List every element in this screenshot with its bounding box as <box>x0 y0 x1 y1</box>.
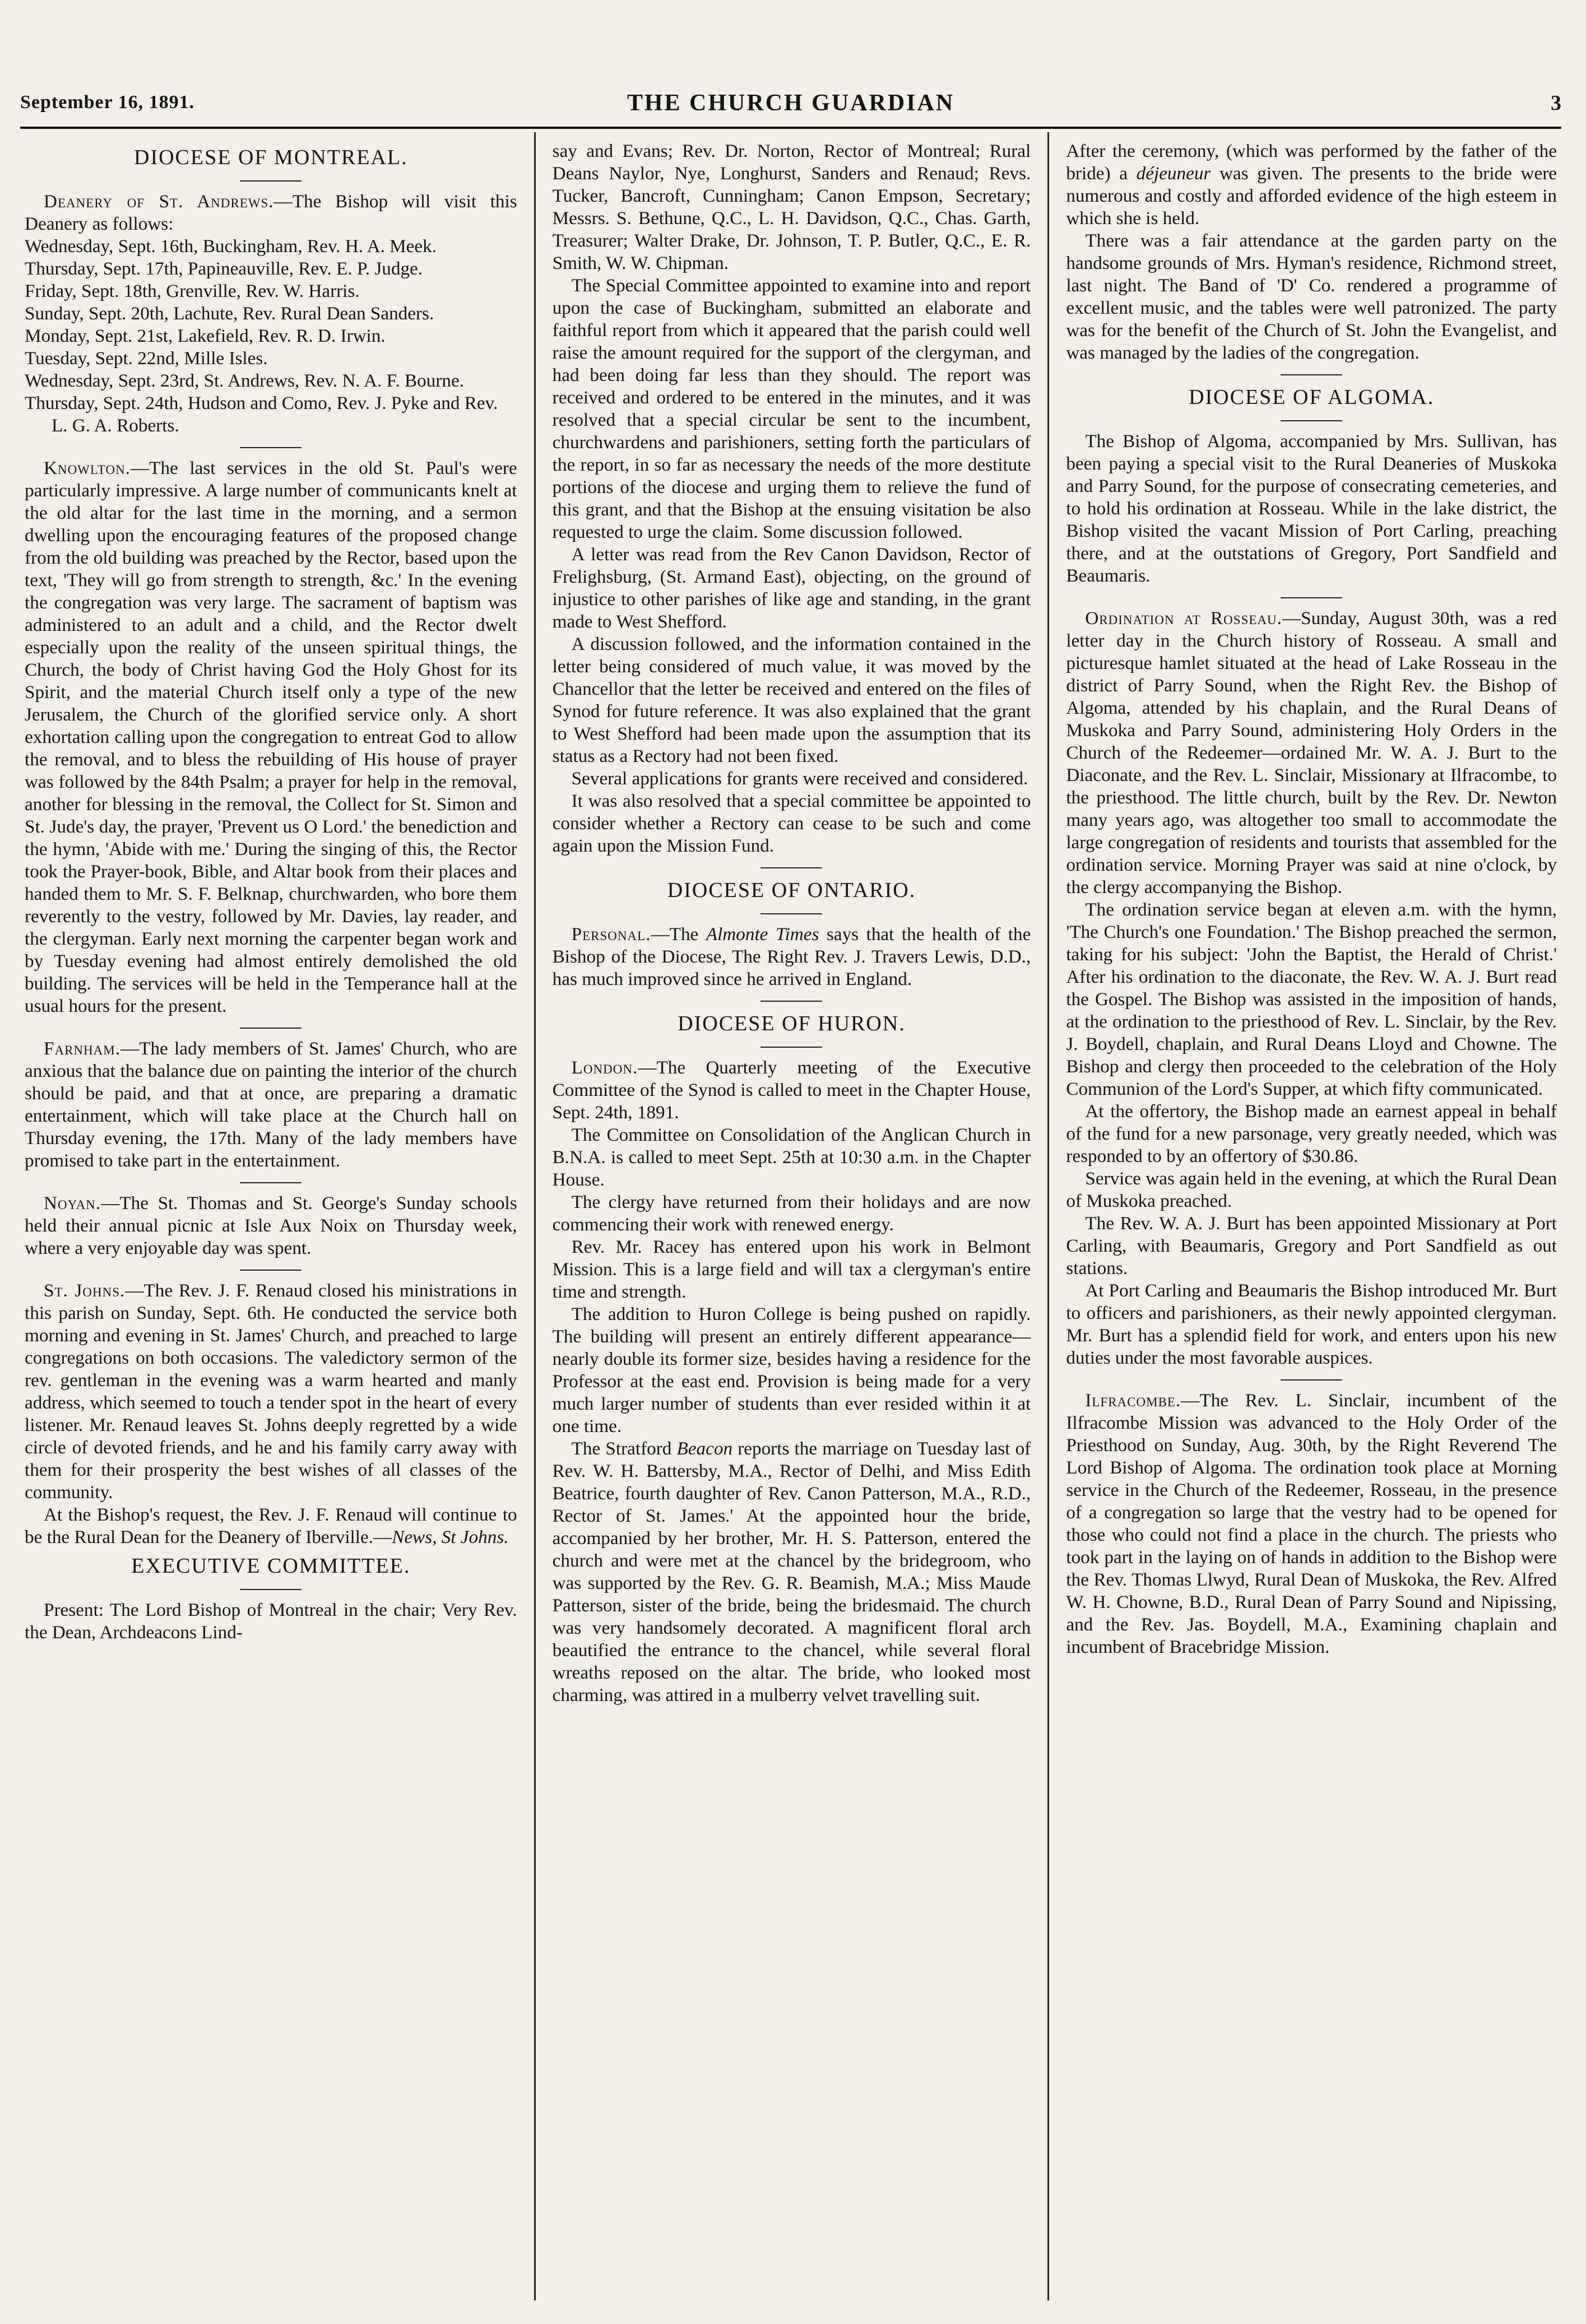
paragraph-racey: Rev. Mr. Racey has entered upon his work in Belmont Mission. This is a large field and will tax a clergyman's entire time and strength. <box>552 1237 1031 1302</box>
paragraph-ordination-service: The ordination service began at eleven a.m. with the hymn, 'The Church's one Foundation.' The Bishop preached the sermon, taking for his subject: 'John the Baptist, the Herald of Christ.' After his ordination to the diaconate, the Rev. W. A. J. Burt read the Gospel. The Bishop was assisted in the imposition of hands, at the ordination to the priesthood of Rev. L. Sinclair, by the Rev. J. Boydell, chaplain, and Rural Deans Lloyd and Chowne. The Bishop and clergy then proceeded to the celebration of the Holy Communion of the Lord's Supper, at which fifty communicated. <box>1066 899 1557 1099</box>
paragraph-stratford <box>553 1438 1031 1707</box>
paragraph-resolved: It was also resolved that a special committee be appointed to consider whether a Rectory can cease to be such and come again upon the Mission Fund. <box>552 791 1031 856</box>
separator <box>760 1047 822 1048</box>
separator <box>1281 420 1342 421</box>
ordination-text: —Sunday, August 30th, was a red letter day in the Church history of Rosseau. A small and picturesque hamlet situated at the head of Lake Rosseau in the district of Parry Sound, when the Right Rev. the Bishop of Algoma, attended by his chaplain, and the Rural Deans of Muskoka and Parry Sound, administering Holy Orders in the Church of the Redeemer—ordained Mr. W. A. J. Burt to the Diaconate, and the Rev. L. Sinclair, Missionary at Ilfracombe, to the priesthood. The little church, built by the Rev. Dr. Newton many years ago, was altogether too small to accommodate the large congregation of residents and tourists that assembled for the ordination service. Morning Prayer was said at nine o'clock, by the clergy accompanying the Bishop. <box>1066 608 1557 898</box>
schedule-item: Friday, Sept. 18th, Grenville, Rev. W. Harris. <box>25 281 360 301</box>
heading-executive-committee: EXECUTIVE COMMITTEE. <box>131 1554 411 1578</box>
paragraph-london <box>553 1057 1031 1124</box>
paragraph-st-johns-2 <box>25 1504 517 1549</box>
italic-word: déjeuneur <box>1136 163 1211 184</box>
paragraph-personal <box>553 923 1031 991</box>
wedding-pre: After the ceremony, (which was performed by the father of the bride) a <box>1066 141 1557 184</box>
st-johns-text: —The Rev. J. F. Renaud closed his ministrations in this parish on Sunday, Sept. 6th. He conducted the service both morning and evening in St. James' Church, and preached to large congregations on both occasions. The valedictory sermon of the rev. gentleman in the evening was a warm hearted and manly address, which seemed to touch a tender spot in the heart of every listener. Mr. Renaud leaves St. Johns deeply regretted by a wide circle of devoted friends, and he and his family carry away with them for their prosperity the best wishes of all classes of the community. <box>25 1280 517 1503</box>
schedule-item: Thursday, Sept. 17th, Papineauville, Rev. E. P. Judge. <box>25 258 423 279</box>
masthead-rule <box>20 127 1561 129</box>
separator <box>240 180 302 182</box>
paragraph-port-carling: At Port Carling and Beaumaris the Bishop introduced Mr. Burt to officers and parishioners, as their newly appointed clergyman. Mr. Burt has a splendid field for work, and enters upon his new duties under the most favorable auspices. <box>1066 1280 1557 1368</box>
publication-name: Beacon <box>676 1438 733 1459</box>
st-johns-text-2: At the Bishop's request, the Rev. J. F. Renaud will continue to be the Rural Dean for the Deanery of Iberville.— <box>25 1504 517 1547</box>
paragraph-wedding-cont <box>1066 140 1557 230</box>
separator <box>240 1589 302 1590</box>
lead-farnham: Farnham. <box>44 1038 120 1059</box>
paragraph-applications: Several applications for grants were received and considered. <box>571 768 1028 789</box>
paragraph-knowlton <box>25 457 517 1017</box>
schedule-item: Tuesday, Sept. 22nd, Mille Isles. <box>25 348 268 369</box>
lead-deanery: Deanery of St. Andrews. <box>44 191 274 212</box>
noyan-text: —The St. Thomas and St. George's Sunday schools held their annual picnic at Isle Aux Noix on Thursday week, where a very enjoyable day was spent. <box>25 1193 517 1258</box>
lead-noyan: Noyan. <box>44 1193 101 1214</box>
paragraph-deanery <box>25 190 517 235</box>
stratford-pre: The Stratford <box>571 1438 677 1459</box>
paragraph-special-committee: The Special Committee appointed to examine into and report upon the case of Buckingham, submitted an elaborate and faithful report from which it appeared that the parish could well raise the amount required for the support of the clergyman, and had been doing far less than they should. The report was received and ordered to be entered in the minutes, and it was resolved that a special circular be sent to the incumbent, churchwardens and parishioners, setting forth the particulars of the report, in so far as necessary the needs of the more destitute portions of the diocese and urging them to relieve the fund of this grant, and that the Bishop at the ensuing visitation be also requested to urge the claim. Some discussion followed. <box>552 275 1031 542</box>
separator <box>1281 1379 1342 1381</box>
separator <box>1281 374 1342 375</box>
paragraph-offertory: At the offertory, the Bishop made an earnest appeal in behalf of the fund for a new parsonage, very greatly needed, which was responded to by an offertory of $30.86. <box>1066 1101 1557 1166</box>
paragraph-ordination <box>1066 607 1557 899</box>
stratford-post: reports the marriage on Tuesday last of Rev. W. H. Battersby, M.A., Rector of Delhi, and Miss Edith Beatrice, fourth daughter of Rev. Canon Patterson, M.A., R.D., Rector of St. James.' At the appointed hour the bride, accompanied by her brother, Mr. H. S. Patterson, entered the church and were met at the chancel by the bridegroom, who was supported by the Rev. G. R. Beamish, M.A.; Miss Maude Patterson, sister of the bride, being the bridesmaid. The church was very handsomely decorated. A magnificent floral arch beautified the entrance to the chancel, while several floral wreaths reposed on the altar. The bride, who looked most charming, was attired in a mulberry velvet travelling suit. <box>552 1438 1031 1705</box>
wedding-post: was given. The presents to the bride were numerous and costly and afforded evidence of the high esteem in which she is held. <box>1066 163 1557 229</box>
article-columns <box>20 132 1561 2300</box>
separator <box>760 867 822 868</box>
lead-st-johns: St. Johns. <box>44 1280 126 1301</box>
separator <box>760 913 822 914</box>
paragraph-letter: A letter was read from the Rev Canon Davidson, Rector of Frelighsburg, (St. Armand East), objecting, on the ground of injustice to other parishes of like age and standing, in the grant made to West Shefford. <box>552 544 1031 632</box>
schedule-item: Wednesday, Sept. 16th, Buckingham, Rev. H. A. Meek. <box>25 236 437 257</box>
paragraph-st-johns <box>25 1280 517 1504</box>
paragraph-discussion: A discussion followed, and the information contained in the letter being considered of much value, it was moved by the Chancellor that the letter be received and entered on the files of Synod for future reference. It was also explained that the grant to West Shefford had been made upon the assumption that its status as a Rectory had not been fixed. <box>552 634 1031 766</box>
page-number: 3 <box>1551 91 1561 115</box>
paragraph-consolidation: The Committee on Consolidation of the Anglican Church in B.N.A. is called to meet Sept. 25th at 10:30 a.m. in the Chapter House. <box>552 1124 1031 1190</box>
masthead <box>20 85 1561 120</box>
deanery-intro: —The Bishop will visit this Deanery as follows: <box>25 191 517 234</box>
schedule-item: Sunday, Sept. 20th, Lachute, Rev. Rural Dean Sanders. <box>25 303 434 324</box>
personal-pre: —The <box>651 924 706 945</box>
paragraph-algoma-intro: The Bishop of Algoma, accompanied by Mrs. Sullivan, has been paying a special visit to the Rural Deaneries of Muskoka and Parry Sound, for the purpose of consecrating cemeteries, and to hold his ordination at Rosseau. While in the lake district, the Bishop visited the vacant Mission of Port Carling, preaching there, and at the outstations of Gregory, Port Sandfield and Beaumaris. <box>1066 431 1557 586</box>
personal-post: says that the health of the Bishop of the Diocese, The Right Rev. J. Travers Lewis, D.D., has much improved since he arrived in England. <box>552 924 1031 989</box>
knowlton-text: —The last services in the old St. Paul's were particularly impressive. A large number of communicants knelt at the old altar for the last time in the morning, and a sermon dwelling upon the encouraging features of the proposed change from the old building was preached by the Rector, based upon the text, 'They will go from strength to strength, &c.' In the evening the congregation was very large. The sacrament of baptism was administered to an adult and a child, and the Rector dwelt especially upon the reality of the unseen spiritual things, the Church, the body of Christ having God the Holy Ghost for its Spirit, and the material Church itself only a type of the new Jerusalem, the Church of the glorified service only. A short exhortation calling upon the congregation to entreat God to allow the removal, and to bless the rebuilding of His house of prayer was followed by the 84th Psalm; a prayer for help in the removal, another for blessing in the removal, the Collect for St. Simon and St. Jude's day, the prayer, 'Prevent us O Lord.' the benediction and the hymn, 'Abide with me.' During the singing of this, the Rector took the Prayer-book, Bible, and Altar book from their places and handed them to Mr. S. F. Belknap, churchwarden, who bore them reverently to the vestry, followed by Mr. Davies, lay reader, and the clergyman. Early next morning the carpenter began work and by Tuesday evening had almost entirely demolished the old building. The services will be held in the Temperance hall at the usual hours for the present. <box>25 458 517 1016</box>
separator <box>240 1028 302 1029</box>
separator <box>240 1270 302 1271</box>
paragraph-college: The addition to Huron College is being pushed on rapidly. The building will present an entirely different appearance—nearly double its former size, besides having a residence for the Professor at the east end. Provision is being made for a very much larger number of students than ever resided within it at one time. <box>552 1304 1031 1437</box>
separator <box>1281 597 1342 598</box>
lead-knowlton: Knowlton. <box>44 458 131 478</box>
paragraph-garden-party: There was a fair attendance at the garden party on the handsome grounds of Mrs. Hyman's residence, Richmond street, last night. The Band of 'D' Co. rendered a programme of excellent music, and the tables were well patronized. The party was for the benefit of the Church of St. John the Evangelist, and was managed by the ladies of the congregation. <box>1066 230 1557 363</box>
column-3 <box>1047 132 1561 2300</box>
heading-diocese-montreal: DIOCESE OF MONTREAL. <box>134 146 408 169</box>
farnham-text: —The lady members of St. James' Church, who are anxious that the balance due on painting the interior of the church should be paid, and that at once, are preparing a dramatic entertainment, which will take place at the Church hall on Thursday evening, the 17th. Many of the lady members have promised to take part in the entertainment. <box>25 1038 517 1171</box>
london-text: —The Quarterly meeting of the Executive Committee of the Synod is called to meet in the Chapter House, Sept. 24th, 1891. <box>552 1057 1031 1123</box>
schedule-item: Wednesday, Sept. 23rd, St. Andrews, Rev. N. A. F. Bourne. <box>25 370 465 391</box>
paragraph-farnham <box>25 1038 517 1172</box>
separator <box>240 447 302 448</box>
paragraph-burt: The Rev. W. A. J. Burt has been appointed Missionary at Port Carling, with Beaumaris, Gregory and Port Sandfield as out stations. <box>1066 1213 1557 1279</box>
publication-name: Almonte Times <box>706 924 819 945</box>
issue-date: September 16, 1891. <box>20 92 195 113</box>
lead-london: London. <box>571 1057 638 1078</box>
paragraph-executive-cont: say and Evans; Rev. Dr. Norton, Rector of Montreal; Rural Deans Naylor, Nye, Longhurst, Sanders and Renaud; Revs. Tucker, Bancroft, Cunningham; Canon Empson, Secretary; Messrs. S. Bethune, Q.C., L. H. Davidson, Q.C., Chas. Garth, Treasurer; Walter Drake, Dr. Johnson, T. P. Butler, Q.C., E. R. Smith, W. W. Chipman. <box>552 141 1031 273</box>
schedule-item: Monday, Sept. 21st, Lakefield, Rev. R. D. Irwin. <box>25 326 386 346</box>
paragraph-clergy: The clergy have returned from their holidays and are now commencing their work with renewed energy. <box>552 1192 1031 1235</box>
paragraph-ilfracombe <box>1066 1389 1557 1658</box>
column-1 <box>20 132 534 2300</box>
st-johns-source: News, St Johns. <box>392 1527 509 1547</box>
paragraph-executive: Present: The Lord Bishop of Montreal in the chair; Very Rev. the Dean, Archdeacons Lind- <box>25 1600 517 1643</box>
separator <box>760 1001 822 1002</box>
heading-diocese-algoma: DIOCESE OF ALGOMA. <box>1189 385 1435 409</box>
ilfracombe-text: —The Rev. L. Sinclair, incumbent of the Ilfracombe Mission was advanced to the Holy Order of the Priesthood on Sunday, Aug. 30th, by the Right Reverend The Lord Bishop of Algoma. The ordination took place at Morning service in the Church of the Redeemer, Rosseau, in the presence of a congregation so large that the vestry had to be opened for those who could not find a place in the church. The priests who took part in the laying on of hands in addition to the Bishop were the Rev. Thomas Llwyd, Rural Dean of Muskoka, the Rev. Alfred W. H. Chowne, B.D., Rural Dean of Parry Sound and Nipissing, and the Rev. Jas. Boydell, M.A., Examining chaplain and incumbent of Bracebridge Mission. <box>1066 1390 1557 1657</box>
paragraph-evening-service: Service was again held in the evening, at which the Rural Dean of Muskoka preached. <box>1066 1168 1557 1211</box>
separator <box>240 1182 302 1183</box>
paragraph-noyan <box>25 1192 517 1259</box>
schedule-item: Thursday, Sept. 24th, Hudson and Como, Rev. J. Pyke and Rev. L. G. A. Roberts. <box>25 393 498 436</box>
heading-diocese-ontario: DIOCESE OF ONTARIO. <box>667 879 916 902</box>
lead-ordination: Ordination at Rosseau. <box>1085 608 1282 629</box>
newspaper-title: THE CHURCH GUARDIAN <box>627 90 955 116</box>
lead-ilfracombe: Ilfracombe. <box>1085 1390 1181 1411</box>
lead-personal: Personal. <box>571 924 651 945</box>
heading-diocese-huron: DIOCESE OF HURON. <box>678 1012 906 1035</box>
column-2 <box>534 132 1048 2300</box>
